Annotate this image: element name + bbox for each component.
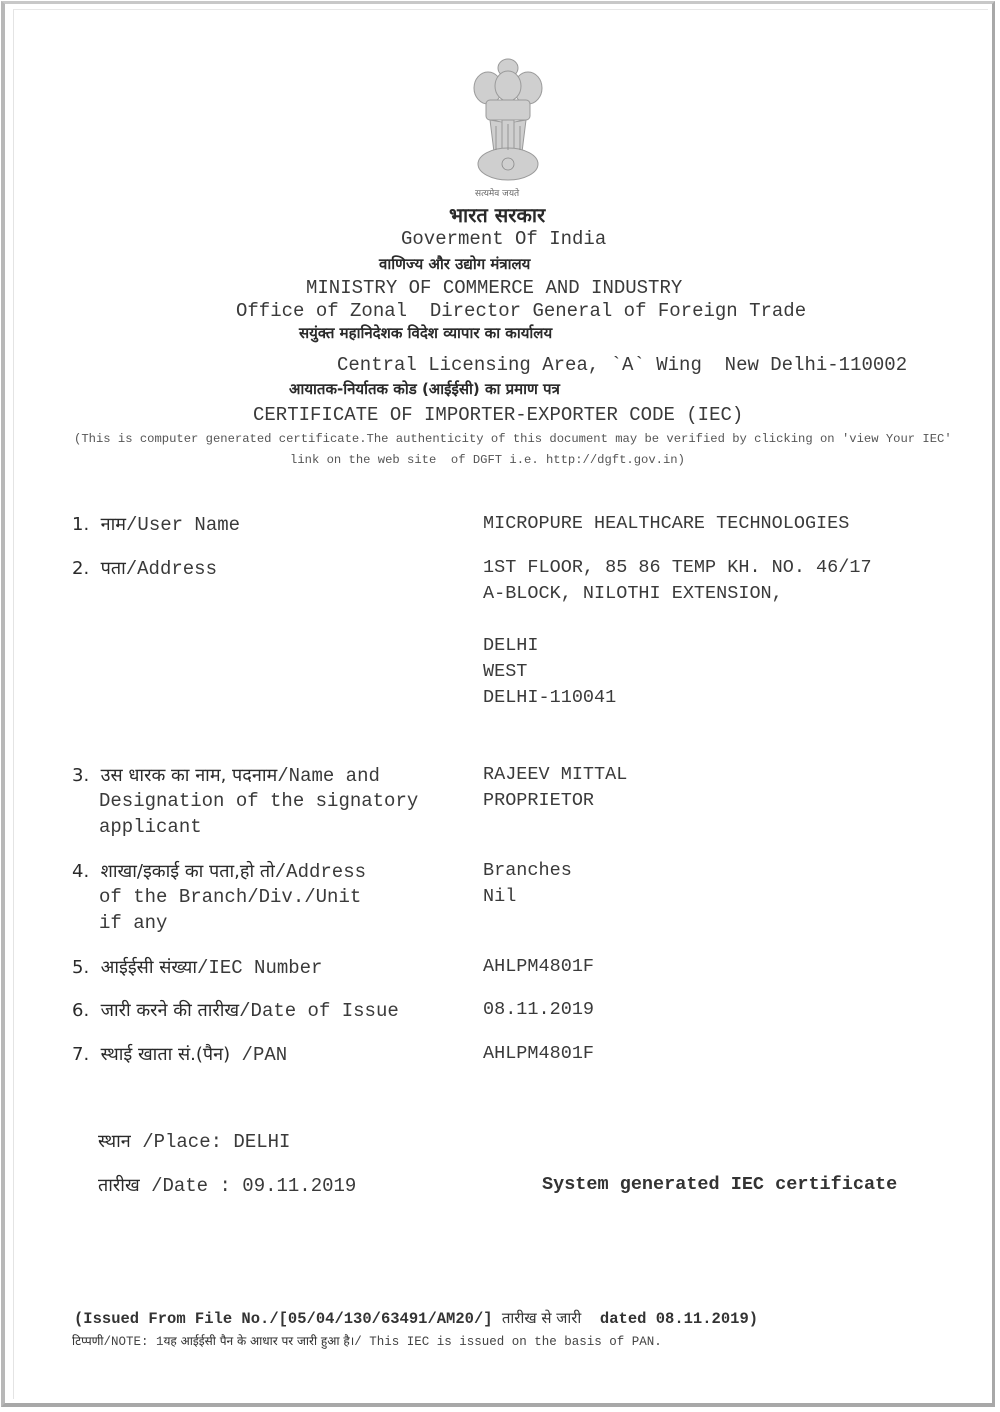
- field-user-name-value: MICROPURE HEALTHCARE TECHNOLOGIES: [483, 513, 850, 534]
- certificate-title-hindi: आयातक-निर्यातक कोड (आईईसी) का प्रमाण पत्र: [289, 380, 560, 398]
- office-title: Office of Zonal Director General of Foreign Trade: [236, 300, 807, 322]
- verification-note: (This is computer generated certificate.The authenticity of this document may be verified by clicking on 'view Your IEC': [74, 432, 952, 446]
- place-value: DELHI: [233, 1131, 291, 1153]
- field-address-line4: DELHI: [483, 635, 539, 656]
- field-pan-label: 7. स्थाई खाता सं.(पैन) /PAN: [72, 1044, 288, 1066]
- ministry-title: MINISTRY OF COMMERCE AND INDUSTRY: [306, 277, 683, 299]
- issued-file-note: (Issued From File No./[05/04/130/63491/AM20/] तारीख से जारी dated 08.11.2019): [74, 1309, 759, 1328]
- field-branch-label-line2: of the Branch/Div./Unit: [99, 886, 362, 908]
- date-field: तारीख /Date : 09.11.2019: [98, 1175, 357, 1197]
- office-title-hindi: सयुंक्त महानिदेशक विदेश व्यापार का कार्यालय: [299, 324, 553, 342]
- govt-title: Goverment Of India: [401, 228, 607, 250]
- state-emblem-icon: [466, 52, 550, 184]
- field-signatory-label-line2: Designation of the signatory: [99, 790, 419, 812]
- date-value: 09.11.2019: [242, 1175, 357, 1197]
- verification-note-link: link on the web site of DGFT i.e. http://dgft.gov.in): [290, 453, 685, 467]
- field-iec-number-label: 5. आईईसी संख्या/IEC Number: [72, 957, 323, 979]
- field-address-label: 2. पता/Address: [72, 558, 217, 580]
- govt-title-hindi: भारत सरकार: [449, 203, 546, 227]
- field-branch-value-line1: Branches: [483, 860, 572, 881]
- office-address: Central Licensing Area, `A` Wing New Delhi-110002: [337, 354, 908, 376]
- field-signatory-label-line3: applicant: [99, 816, 202, 838]
- field-address-line5: WEST: [483, 661, 528, 682]
- field-signatory-name: RAJEEV MITTAL: [483, 764, 628, 785]
- field-branch-label: 4. शाखा/इकाई का पता,हो तो/Address: [72, 861, 366, 883]
- field-signatory-designation: PROPRIETOR: [483, 790, 595, 811]
- field-address-line6: DELHI-110041: [483, 687, 617, 708]
- field-branch-label-line3: if any: [99, 912, 168, 934]
- emblem-motto: सत्यमेव जयते: [475, 189, 520, 199]
- field-pan-value: AHLPM4801F: [483, 1043, 595, 1064]
- field-user-name-label: 1. नाम/User Name: [72, 514, 241, 536]
- certificate-title: CERTIFICATE OF IMPORTER-EXPORTER CODE (IEC): [253, 404, 744, 426]
- field-branch-value-line2: Nil: [483, 886, 517, 907]
- place-field: स्थान /Place: DELHI: [98, 1131, 291, 1153]
- system-generated-note: System generated IEC certificate: [542, 1174, 898, 1195]
- field-iec-number-value: AHLPM4801F: [483, 956, 595, 977]
- ministry-title-hindi: वाणिज्य और उद्योग मंत्रालय: [379, 255, 531, 273]
- field-date-of-issue-value: 08.11.2019: [483, 999, 595, 1020]
- pan-basis-note: टिप्पणी/NOTE: 1यह आईईसी पैन के आधार पर जारी हुआ है।/ This IEC is issued on the basis of PAN.: [72, 1334, 662, 1349]
- field-address-line2: A-BLOCK, NILOTHI EXTENSION,: [483, 583, 783, 604]
- field-date-of-issue-label: 6. जारी करने की तारीख/Date of Issue: [72, 1000, 399, 1022]
- field-address-line1: 1ST FLOOR, 85 86 TEMP KH. NO. 46/17: [483, 557, 872, 578]
- field-signatory-label: 3. उस धारक का नाम, पदनाम/Name and: [72, 765, 380, 787]
